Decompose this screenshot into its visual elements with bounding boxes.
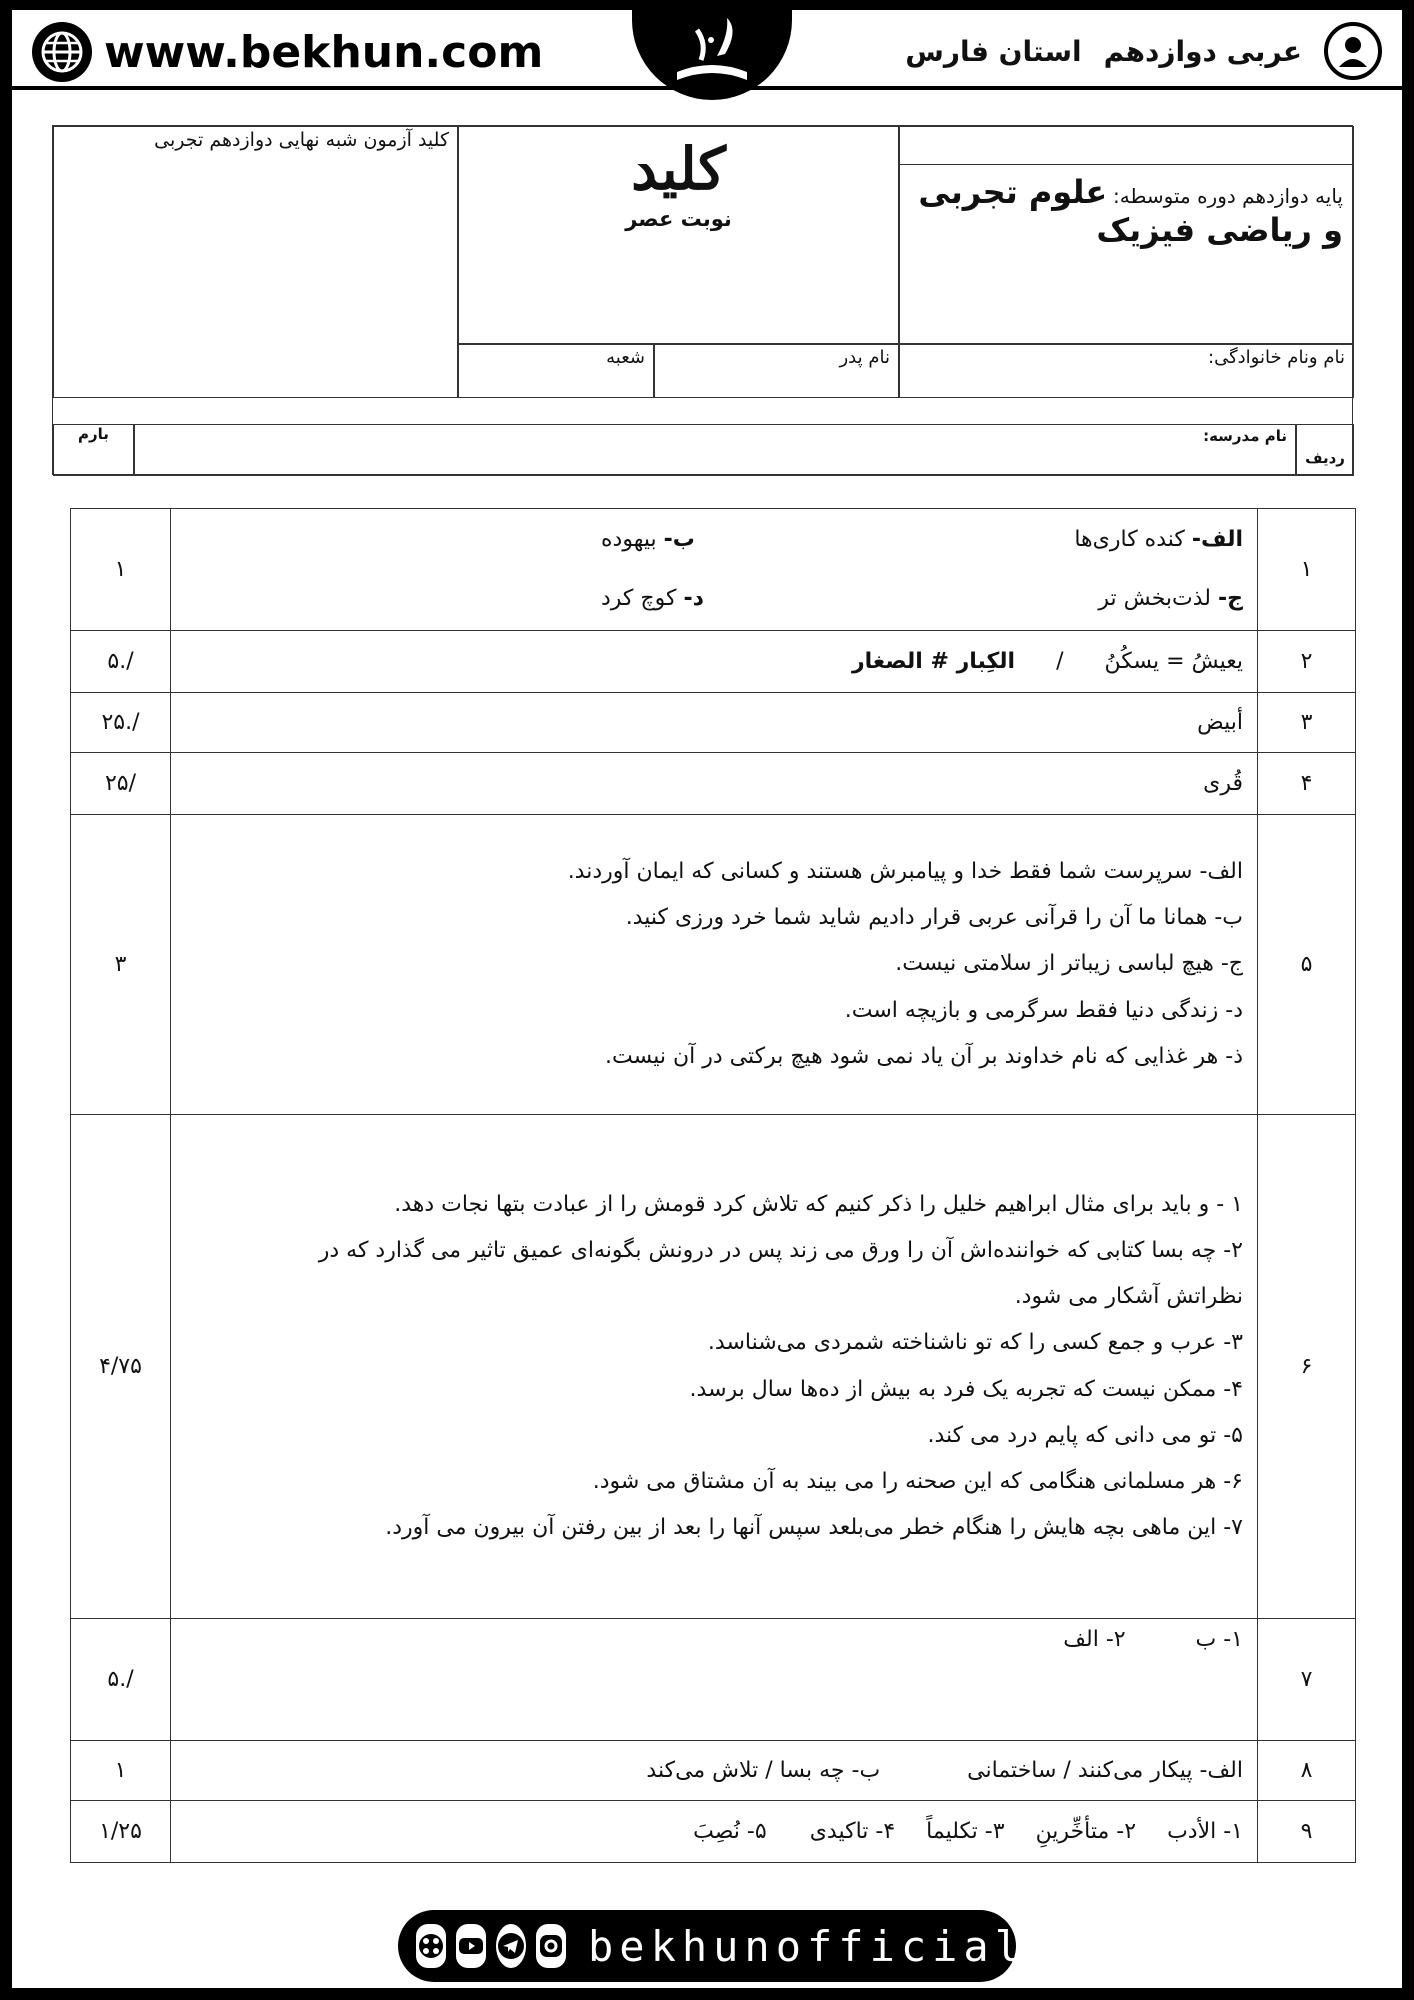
answer-line: ۴- ممکن نیست که تجربه یک فرد به بیش از ده‌ها سال برسد. (689, 1376, 1243, 1402)
book-pen-icon (667, 10, 757, 90)
answer-cell (171, 631, 1258, 693)
father-name-label: نام پدر (839, 347, 890, 368)
exam-info-box (52, 125, 1353, 475)
answer-cell (171, 1801, 1258, 1863)
answer-item: ۳- تکلیماً (926, 1819, 1005, 1844)
key-cell (458, 126, 899, 344)
answer-table (70, 508, 1356, 1863)
brand-logo (632, 0, 792, 100)
aparat-icon[interactable] (416, 1924, 446, 1968)
answer-line: ۳- عرب و جمع کسی را که تو ناشناخته شمردی می‌شناسد. (707, 1330, 1243, 1356)
table-row (71, 509, 1356, 631)
answer-line: ۶- هر مسلمانی هنگامی که این صحنه را می بیند به آن مشتاق می شود. (592, 1468, 1243, 1494)
row-number: ۴ (1258, 753, 1356, 815)
answer-cell (171, 1115, 1258, 1619)
answer-cell (171, 753, 1258, 815)
answer-line: ۵- تو می دانی که پایم درد می کند. (927, 1422, 1243, 1448)
answer-cell (171, 1741, 1258, 1801)
answer-text: ۱- ب ۲- الف (1063, 1627, 1243, 1652)
answer-line: ج- هیچ لباسی زیباتر از سلامتی نیست. (895, 951, 1243, 977)
row-number: ۱ (1258, 509, 1356, 631)
grade-cell (899, 126, 1354, 344)
row-header-cell (1296, 424, 1354, 476)
answer-cell (171, 815, 1258, 1115)
answer-text: ب- چه بسا / تلاش می‌کند (646, 1758, 881, 1783)
header-subject (905, 22, 1382, 80)
option-text: لذت‌بخش تر (1098, 585, 1211, 611)
social-handle[interactable]: bekhunofficial (588, 1921, 1027, 1971)
option-label: د- (683, 585, 704, 611)
key-title: کلید (631, 135, 726, 203)
social-footer (398, 1910, 1027, 1982)
row-score: ۱/۲۵ (71, 1801, 171, 1863)
subject-title: عربی دوازدهم (1103, 34, 1302, 68)
option-label: ب- (663, 527, 695, 553)
field-primary: علوم تجربی (918, 173, 1108, 211)
row-number: ۶ (1258, 1115, 1356, 1619)
score-header-cell (53, 424, 134, 476)
school-name-label: نام مدرسه: (1203, 427, 1287, 445)
option-label: الف- (1191, 527, 1243, 553)
answer-cell (171, 1619, 1258, 1741)
answer-item: ۵- نُصِبَ (693, 1819, 767, 1844)
answer-line: د- زندگی دنیا فقط سرگرمی و بازیچه است. (844, 997, 1243, 1023)
answer-cell (171, 693, 1258, 753)
score-header: بارم (78, 425, 109, 443)
row-score: /.۵ (71, 631, 171, 693)
row-score: ۱ (71, 1741, 171, 1801)
answer-line: الف- سرپرست شما فقط خدا و پیامبرش هستند و کسانی که ایمان آوردند. (567, 859, 1243, 885)
full-name-label: نام ونام خانوادگی: (1208, 347, 1345, 368)
answer-line: ۲- چه بسا کتابی که خواننده‌اش آن را ورق می زند پس در درونش بگونه‌ای عمیق تاثیر می گذارد که در (318, 1238, 1243, 1264)
table-row (71, 1741, 1356, 1801)
grade-prefix: پایه دوازدهم دوره متوسطه: (1113, 184, 1343, 208)
row-number: ۲ (1258, 631, 1356, 693)
session-label: نوبت عصر (625, 207, 732, 231)
answer-line: ۷- این ماهی بچه هایش را هنگام خطر می‌بلعد سپس آنها را بعد از بین رفتن آن بیرون می آورد. (385, 1514, 1243, 1540)
row-score: /۲۵ (71, 753, 171, 815)
option-text: کوچ کرد (601, 585, 677, 611)
field-secondary: و ریاضی فیزیک (1096, 211, 1343, 249)
answer-text: الف- پیکار می‌کنند / ساختمانی (967, 1758, 1243, 1783)
table-row (71, 753, 1356, 815)
answer-item: ۴- تاکیدی (809, 1819, 896, 1844)
answer-line: ۱ - و باید برای مثال ابراهیم خلیل را ذکر کنیم که تلاش کرد قومش را از عبادت بتها نجات دهد. (394, 1192, 1243, 1218)
globe-icon (32, 22, 92, 82)
answer-text: الکِبار # الصغار (852, 649, 1016, 674)
answer-line: ذ- هر غذایی که نام خداوند بر آن یاد نمی شود هیچ برکتی در آن نیست. (604, 1043, 1243, 1069)
answer-item: ۱- الأدب (1167, 1819, 1243, 1844)
branch-cell (458, 344, 654, 398)
branch-label: شعبه (606, 347, 645, 368)
youtube-icon[interactable] (456, 1924, 486, 1968)
row-number: ۷ (1258, 1619, 1356, 1741)
row-number: ۹ (1258, 1801, 1356, 1863)
answer-text: یعیشُ = یسکُنُ (1104, 649, 1243, 674)
row-header: ردیف (1305, 449, 1345, 467)
table-row (71, 631, 1356, 693)
brand-header (12, 10, 1402, 90)
table-row (71, 1801, 1356, 1863)
full-name-cell (899, 344, 1354, 398)
answer-item: ۲- متأخِّرینِ (1035, 1819, 1137, 1844)
option-label: ج- (1218, 585, 1243, 611)
father-name-cell (654, 344, 899, 398)
table-row (71, 1115, 1356, 1619)
site-link[interactable] (32, 22, 543, 82)
answer-line: ب- همانا ما آن را قرآنی عربی قرار دادیم شاید شما خرد ورزی کنید. (625, 905, 1243, 931)
telegram-icon[interactable] (496, 1924, 526, 1968)
table-row (71, 815, 1356, 1115)
table-row (71, 693, 1356, 753)
row-number: ۸ (1258, 1741, 1356, 1801)
answer-cell (171, 509, 1258, 631)
answer-text: قُری (1203, 771, 1243, 796)
option-text: بیهوده (601, 527, 657, 553)
row-score: ۴/۷۵ (71, 1115, 171, 1619)
exam-title-cell (53, 126, 458, 398)
row-number: ۳ (1258, 693, 1356, 753)
table-row (71, 1619, 1356, 1741)
site-url: www.bekhun.com (104, 26, 544, 78)
row-number: ۵ (1258, 815, 1356, 1115)
answer-line: نظراتش آشکار می شود. (1014, 1284, 1243, 1310)
row-score: ۳ (71, 815, 171, 1115)
answer-text: أبیض (1197, 710, 1243, 735)
row-score: ۱ (71, 509, 171, 631)
row-score: /.۵ (71, 1619, 171, 1741)
option-text: کنده کاری‌ها (1074, 527, 1185, 553)
separator: / (1056, 649, 1064, 674)
exam-title: کلید آزمون شبه نهایی دوازدهم تجربی (154, 129, 449, 151)
user-icon (1324, 22, 1382, 80)
school-name-cell (134, 424, 1296, 476)
row-score: /.۲۵ (71, 693, 171, 753)
province-title: استان فارس (905, 34, 1082, 68)
instagram-icon[interactable] (536, 1924, 566, 1968)
